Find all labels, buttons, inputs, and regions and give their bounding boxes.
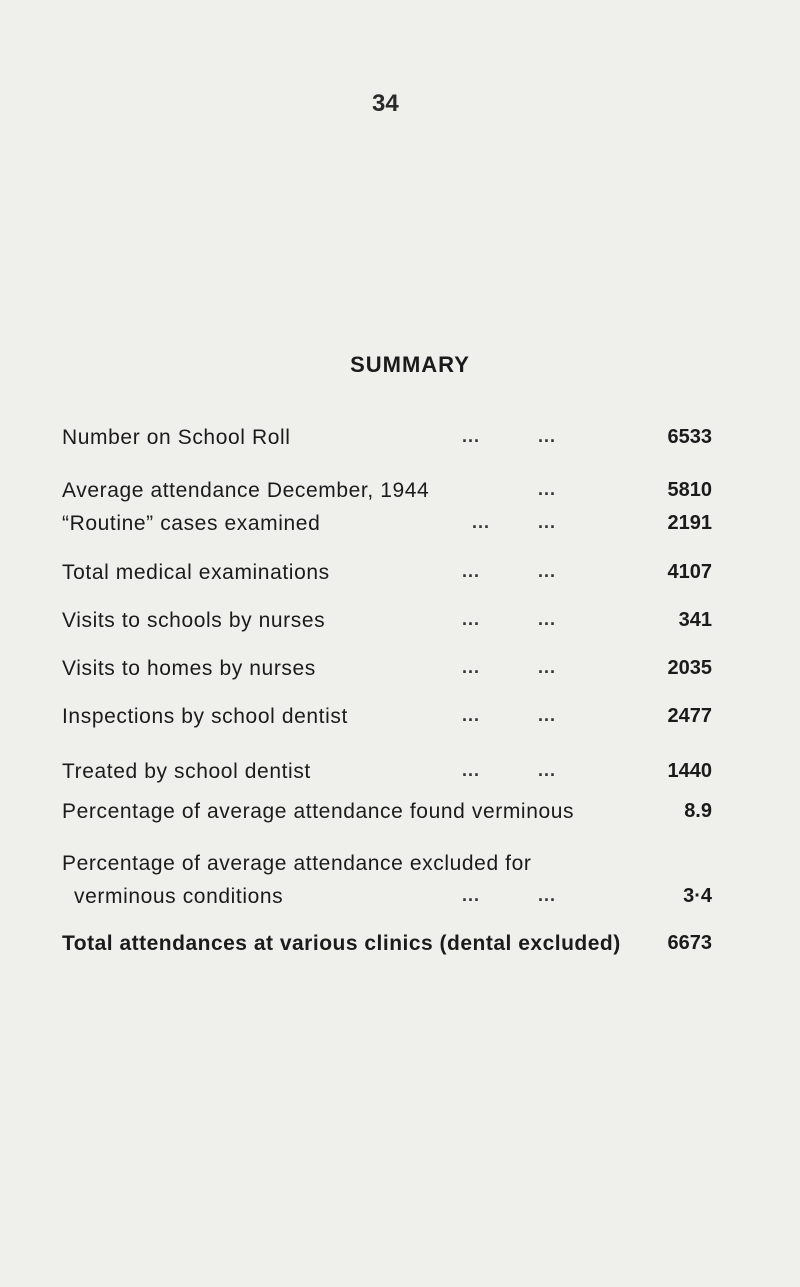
- leader-dots: ...: [462, 426, 481, 446]
- summary-title: SUMMARY: [350, 352, 470, 377]
- row-value: 4107: [667, 561, 712, 583]
- row-label: Inspections by school dentist: [62, 705, 348, 728]
- row-label: Total attendances at various clinics (dental excluded): [62, 932, 621, 955]
- row-value: 2191: [667, 512, 712, 534]
- summary-row: [62, 932, 712, 962]
- summary-row: [62, 760, 712, 790]
- leader-dots: ...: [538, 760, 557, 780]
- leader-dots: ...: [538, 479, 557, 499]
- summary-row: [62, 426, 712, 456]
- row-label: Total medical examinations: [62, 561, 330, 584]
- row-label: Average attendance December, 1944: [62, 479, 430, 502]
- row-label: Treated by school dentist: [62, 760, 311, 783]
- leader-dots: ...: [538, 426, 557, 446]
- row-value: 3·4: [683, 885, 712, 907]
- leader-dots: ...: [538, 705, 557, 725]
- summary-row: [62, 479, 712, 509]
- leader-dots: ...: [538, 885, 557, 905]
- summary-row: [62, 512, 712, 542]
- row-label: “Routine” cases examined: [62, 512, 321, 535]
- leader-dots: ...: [462, 760, 481, 780]
- row-value: 6533: [667, 426, 712, 448]
- leader-dots: ...: [472, 512, 491, 532]
- leader-dots: ...: [462, 657, 481, 677]
- row-value: 2035: [667, 657, 712, 679]
- summary-row: [62, 705, 712, 735]
- row-label: Visits to schools by nurses: [62, 609, 326, 632]
- row-label: Percentage of average attendance excluded for: [62, 852, 532, 875]
- leader-dots: ...: [538, 657, 557, 677]
- row-label-continuation: verminous conditions: [74, 885, 284, 908]
- row-label: Percentage of average attendance found verminous: [62, 800, 575, 823]
- row-value: 2477: [667, 705, 712, 727]
- page-number: 34: [372, 90, 399, 117]
- leader-dots: ...: [538, 512, 557, 532]
- summary-row: [62, 800, 712, 830]
- summary-row: [62, 609, 712, 639]
- row-value: 1440: [667, 760, 712, 782]
- leader-dots: ...: [462, 609, 481, 629]
- row-value: 6673: [667, 932, 712, 954]
- summary-row: [62, 852, 712, 918]
- row-value: 5810: [667, 479, 712, 501]
- row-value: 341: [678, 609, 712, 631]
- row-label: Number on School Roll: [62, 426, 291, 449]
- summary-row: [62, 657, 712, 687]
- leader-dots: ...: [462, 705, 481, 725]
- leader-dots: ...: [538, 609, 557, 629]
- summary-row: [62, 561, 712, 591]
- row-value: 8.9: [684, 800, 712, 822]
- leader-dots: ...: [538, 561, 557, 581]
- leader-dots: ...: [462, 885, 481, 905]
- leader-dots: ...: [462, 561, 481, 581]
- row-label: Visits to homes by nurses: [62, 657, 316, 680]
